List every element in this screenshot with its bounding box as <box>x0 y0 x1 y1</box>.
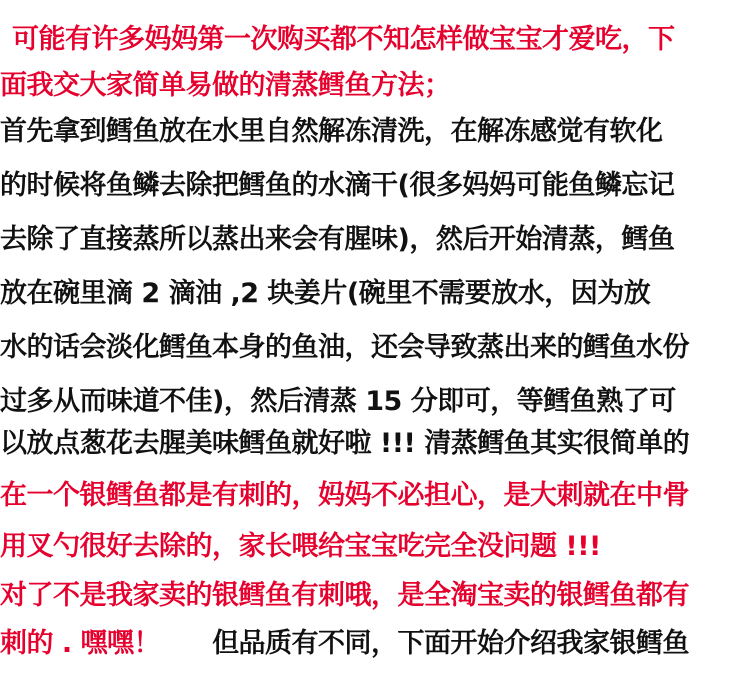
body-line-1: 首先拿到鳕鱼放在水里自然解冻清洗，在解冻感觉有软化 <box>0 116 663 147</box>
closing-black-text: 但品质有不同，下面开始介绍我家银鳕鱼 <box>212 628 690 659</box>
body-line-7: 以放点葱花去腥美味鳕鱼就好啦 !!! 清蒸鳕鱼其实很简单的 <box>0 428 690 459</box>
closing-red-text: 刺的 . 嘿嘿！ <box>0 628 161 659</box>
warning-line-2: 用叉勺很好去除的，家长喂给宝宝吃完全没问题 !!! <box>0 531 601 562</box>
warning-line-1: 在一个银鳕鱼都是有刺的，妈妈不必担心，是大刺就在中骨 <box>0 480 689 511</box>
intro-line-1: 可能有许多妈妈第一次购买都不知怎样做宝宝才爱吃，下 <box>12 24 675 55</box>
body-line-5: 水的话会淡化鳕鱼本身的鱼油，还会导致蒸出来的鳕鱼水份 <box>0 332 689 363</box>
intro-line-2: 面我交大家简单易做的清蒸鳕鱼方法； <box>0 70 451 101</box>
closing-line <box>0 620 750 668</box>
body-line-4: 放在碗里滴 2 滴油 ,2 块姜片(碗里不需要放水，因为放 <box>0 278 651 309</box>
body-line-3: 去除了直接蒸所以蒸出来会有腥味)，然后开始清蒸，鳕鱼 <box>0 224 675 255</box>
warning-line-3: 对了不是我家卖的银鳕鱼有刺哦，是全淘宝卖的银鳕鱼都有 <box>0 580 689 611</box>
body-line-2: 的时候将鱼鳞去除把鳕鱼的水滴干(很多妈妈可能鱼鳞忘记 <box>0 170 675 201</box>
body-line-6: 过多从而味道不佳)，然后清蒸 15 分即可，等鳕鱼熟了可 <box>0 386 676 417</box>
